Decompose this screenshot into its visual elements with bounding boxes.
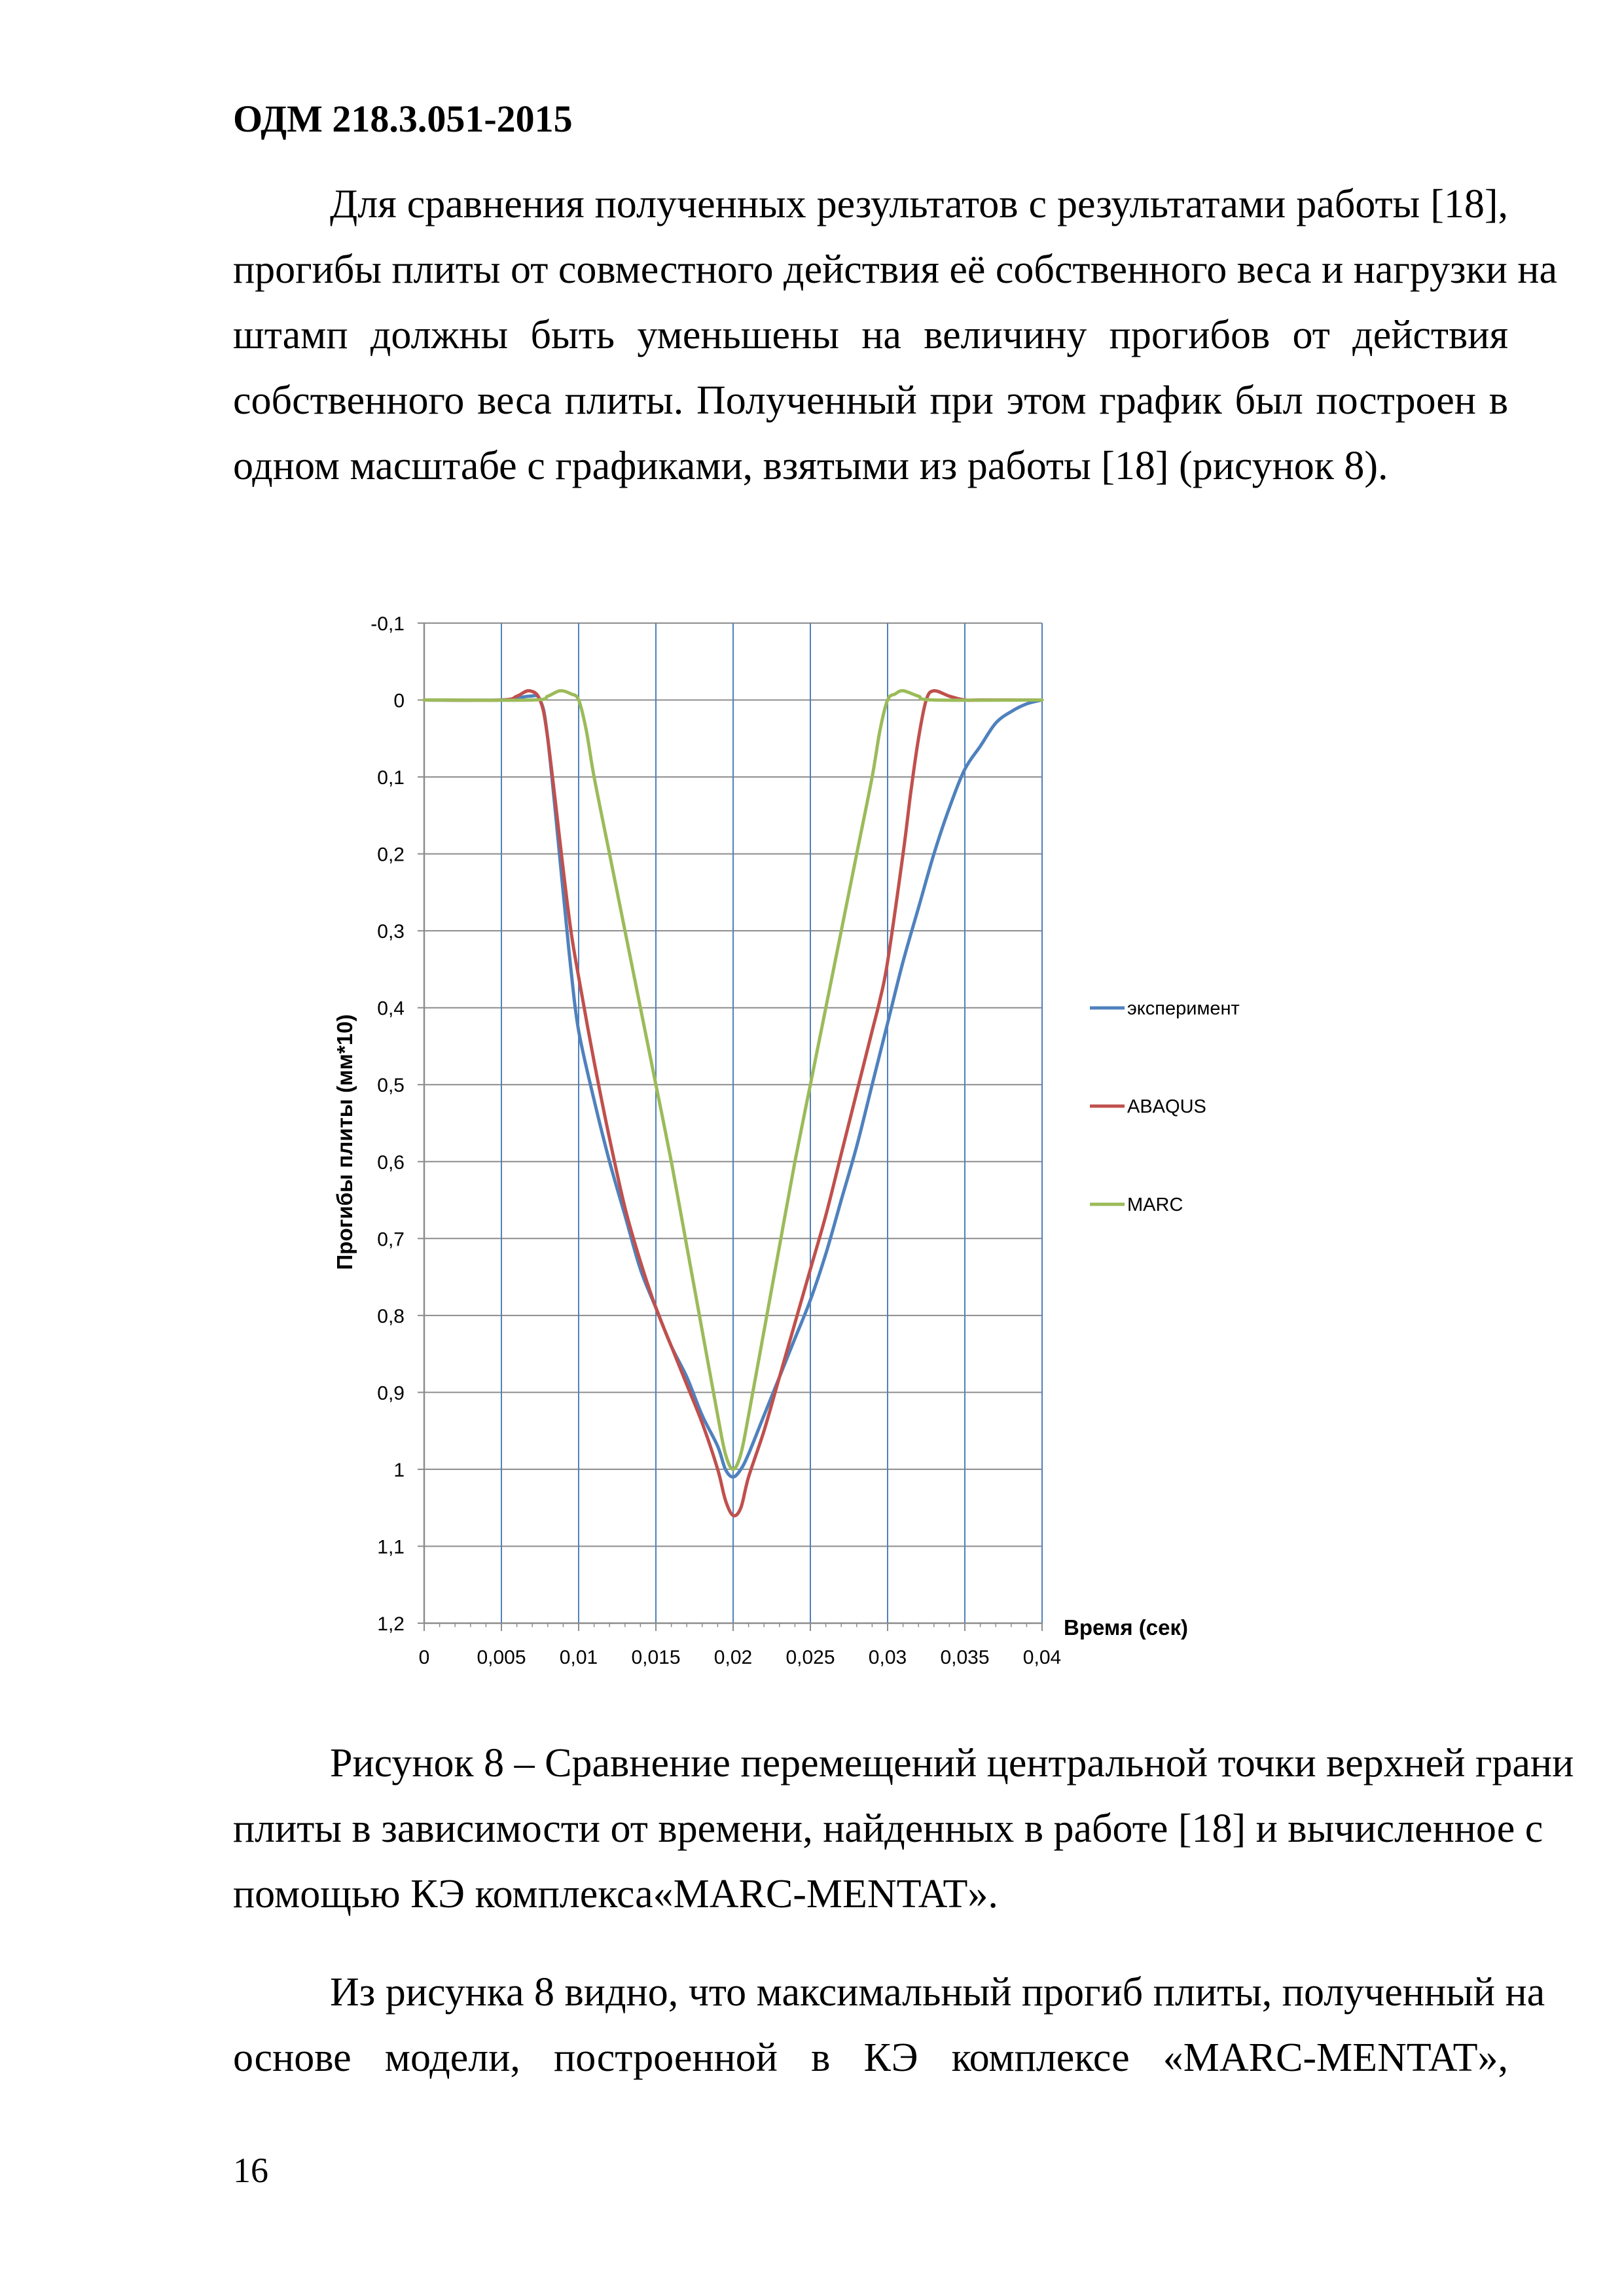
y-tick-label: 0,1 bbox=[377, 767, 405, 789]
x-tick-label: 0,035 bbox=[940, 1647, 990, 1668]
legend-label: MARC bbox=[1127, 1194, 1183, 1215]
y-tick-label: 0,3 bbox=[377, 921, 405, 943]
document-code: ОДМ 218.3.051-2015 bbox=[233, 98, 573, 140]
paragraph-line: Для сравнения полученных результатов с результатами работы [18], bbox=[330, 182, 1508, 226]
x-tick-label: 0,04 bbox=[1022, 1647, 1062, 1668]
y-tick-label: 1 bbox=[393, 1459, 405, 1481]
x-axis-label: Время (сек) bbox=[1064, 1615, 1188, 1640]
x-tick-label: 0,03 bbox=[868, 1647, 907, 1668]
chart-legend bbox=[1090, 998, 1240, 1215]
y-tick-label: 0,6 bbox=[377, 1151, 405, 1174]
paragraph-line: прогибы плиты от совместного действия её собственного веса и нагрузки на bbox=[233, 247, 1557, 292]
x-tick-label: 0,005 bbox=[477, 1647, 526, 1668]
caption-line: помощью КЭ комплекса«MARC-MENTAT». bbox=[233, 1872, 998, 1916]
caption-line: плиты в зависимости от времени, найденных в работе [18] и вычисленное с bbox=[233, 1806, 1543, 1851]
caption-line: Рисунок 8 – Сравнение перемещений центральной точки верхней грани bbox=[330, 1741, 1574, 1785]
y-tick-label: 1,2 bbox=[377, 1613, 405, 1635]
chart-grid bbox=[424, 623, 1042, 1623]
y-tick-label: -0,1 bbox=[370, 613, 405, 635]
chart-axes bbox=[370, 613, 1061, 1668]
y-tick-label: 0,7 bbox=[377, 1229, 405, 1251]
y-axis-label: Прогибы плиты (мм*10) bbox=[333, 1014, 357, 1270]
y-tick-label: 0 bbox=[393, 690, 405, 712]
y-tick-label: 0,2 bbox=[377, 844, 405, 866]
x-tick-label: 0,02 bbox=[713, 1647, 753, 1668]
y-tick-label: 0,8 bbox=[377, 1305, 405, 1327]
paragraph-conclusion bbox=[233, 1960, 1545, 2090]
x-tick-label: 0,01 bbox=[559, 1647, 598, 1668]
paragraph-line: основе модели, построенной в КЭ комплексе «MARC-MENTAT», bbox=[233, 2036, 1508, 2080]
figure-caption bbox=[233, 1731, 1574, 1927]
paragraph-line: Из рисунка 8 видно, что максимальный прогиб плиты, полученный на bbox=[330, 1970, 1545, 2015]
y-tick-label: 1,1 bbox=[377, 1536, 405, 1558]
deflection-chart bbox=[314, 589, 1309, 1702]
page-number: 16 bbox=[233, 2151, 268, 2190]
y-tick-label: 0,5 bbox=[377, 1075, 405, 1097]
x-tick-label: 0,025 bbox=[785, 1647, 835, 1668]
y-tick-label: 0,4 bbox=[377, 997, 405, 1020]
legend-label: эксперимент bbox=[1127, 998, 1240, 1019]
legend-label: ABAQUS bbox=[1127, 1096, 1206, 1117]
paragraph-line: собственного веса плиты. Полученный при этом график был построен в bbox=[233, 378, 1508, 423]
paragraph-intro bbox=[233, 171, 1557, 499]
paragraph-line: одном масштабе с графиками, взятыми из работы [18] (рисунок 8). bbox=[233, 444, 1388, 488]
x-tick-label: 0 bbox=[418, 1647, 430, 1668]
x-tick-label: 0,015 bbox=[631, 1647, 681, 1668]
y-tick-label: 0,9 bbox=[377, 1382, 405, 1405]
paragraph-line: штамп должны быть уменьшены на величину прогибов от действия bbox=[233, 313, 1508, 357]
